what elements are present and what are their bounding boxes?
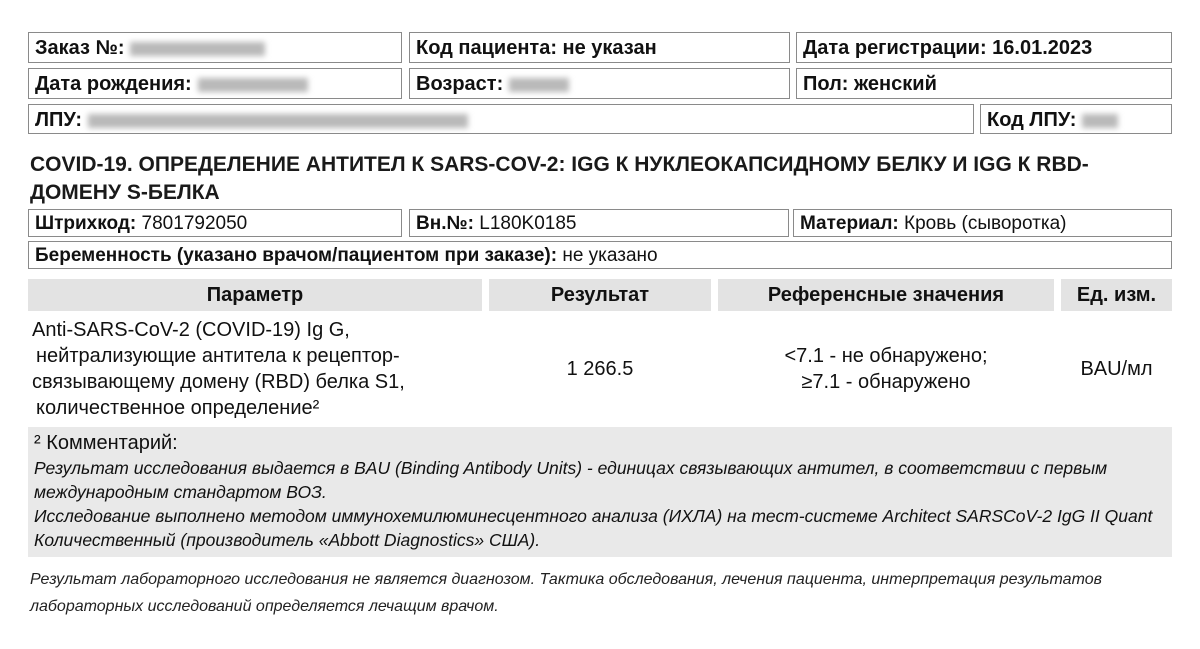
- pregnancy-field: [28, 241, 1172, 269]
- patient-code-text: Код пациента: не указан: [416, 37, 657, 59]
- redacted-order-number: [130, 42, 265, 56]
- barcode-value: 7801792050: [141, 213, 248, 234]
- comment-line: Исследование выполнено методом иммунохемилюминесцентного анализа (ИХЛА) на тест-системе Architect SARSCoV-2 IgG II Quant: [34, 506, 1153, 526]
- header-reference: Референсные значения: [718, 279, 1054, 311]
- registration-date-field: [796, 32, 1172, 63]
- order-number-field: [28, 32, 402, 63]
- internal-number-field: [409, 209, 789, 237]
- material-label: Материал:: [800, 213, 899, 234]
- parameter-line: связывающему домену (RBD) белка S1,: [32, 371, 405, 393]
- internal-number-value: L180K0185: [479, 213, 577, 234]
- test-title: COVID-19. ОПРЕДЕЛЕНИЕ АНТИТЕЛ К SARS-COV-2: IGG К НУКЛЕОКАПСИДНОМУ БЕЛКУ И IGG К RBD-ДОМЕНУ S-БЕЛКА: [30, 153, 1089, 204]
- lpu-code-field: [980, 104, 1172, 134]
- redacted-birth-date: [198, 78, 308, 92]
- redacted-lpu: [88, 114, 468, 128]
- pregnancy-value: не указано: [562, 245, 658, 266]
- birth-date-field: [28, 68, 402, 99]
- age-label: Возраст:: [416, 73, 504, 95]
- result-value: 1 266.5: [566, 358, 634, 380]
- order-number-label: Заказ №:: [35, 37, 125, 59]
- header-result: Результат: [489, 279, 711, 311]
- lpu-label: ЛПУ:: [35, 109, 83, 131]
- sex-text: Пол: женский: [803, 73, 937, 95]
- birth-date-label: Дата рождения:: [35, 73, 192, 95]
- disclaimer-line: лабораторных исследований определяется лечащим врачом.: [30, 598, 499, 615]
- age-field: [409, 68, 790, 99]
- reference-line: ≥7.1 - обнаружено: [801, 371, 971, 393]
- comment-line: международным стандартом ВОЗ.: [34, 482, 327, 502]
- redacted-lpu-code: [1082, 114, 1118, 128]
- barcode-label: Штрихкод:: [35, 213, 137, 234]
- unit-value: BAU/мл: [1080, 358, 1153, 380]
- patient-code-field: [409, 32, 790, 63]
- material-field: [793, 209, 1172, 237]
- disclaimer: [30, 566, 1172, 620]
- parameter-line: Anti-SARS-CoV-2 (COVID-19) Ig G,: [32, 319, 350, 341]
- header-parameter: Параметр: [28, 279, 482, 311]
- sex-field: [796, 68, 1172, 99]
- parameter-line: количественное определение²: [36, 397, 320, 419]
- disclaimer-line: Результат лабораторного исследования не является диагнозом. Тактика обследования, лечения пациента, интерпретация результатов: [30, 571, 1102, 588]
- reference-cell: [718, 343, 1054, 395]
- registration-date-text: Дата регистрации: 16.01.2023: [803, 37, 1093, 59]
- material-value: Кровь (сыворотка): [904, 213, 1067, 234]
- internal-number-label: Вн.№:: [416, 213, 474, 234]
- lpu-code-label: Код ЛПУ:: [987, 109, 1077, 131]
- pregnancy-label: Беременность (указано врачом/пациентом при заказе):: [35, 245, 558, 266]
- parameter-cell: [32, 317, 482, 421]
- parameter-line: нейтрализующие антитела к рецептор-: [36, 345, 400, 367]
- comment-line: Результат исследования выдается в BAU (Binding Antibody Units) - единицах связывающих антител, в соответствии с первым: [34, 458, 1108, 478]
- comment-heading: ² Комментарий:: [34, 432, 178, 454]
- lpu-field: [28, 104, 974, 134]
- reference-line: <7.1 - не обнаружено;: [784, 345, 988, 367]
- redacted-age: [509, 78, 569, 92]
- comment-line: Количественный (производитель «Abbott Diagnostics» США).: [34, 530, 541, 550]
- comment-block: [28, 427, 1172, 557]
- header-unit: Ед. изм.: [1061, 279, 1172, 311]
- barcode-field: [28, 209, 402, 237]
